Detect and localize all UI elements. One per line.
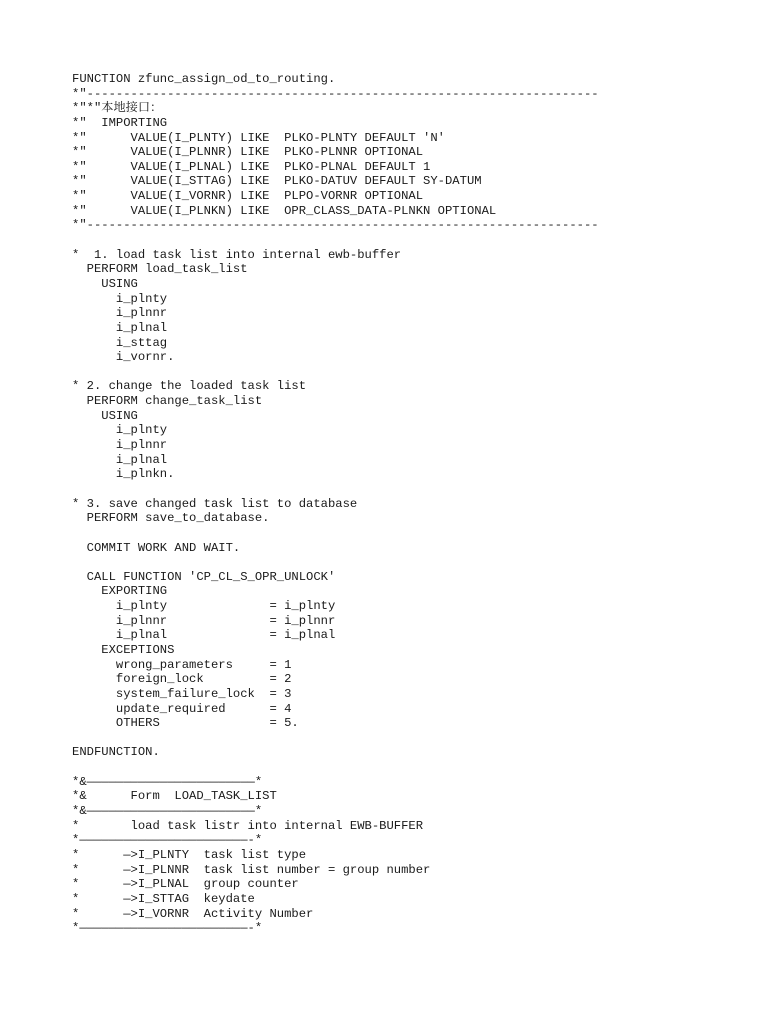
code-line: *" VALUE(I_PLNKN) LIKE OPR_CLASS_DATA-PLNKN OPTIONAL (72, 203, 497, 218)
code-line (72, 555, 732, 570)
code-line: OTHERS = 5. (72, 716, 299, 731)
code-line (72, 760, 732, 775)
code-line: * —>I_STTAG keydate (72, 891, 255, 906)
code-line: i_plnty (72, 423, 168, 438)
code-line: PERFORM change_task_list (72, 394, 263, 409)
code-line (72, 482, 732, 497)
code-line: *" VALUE(I_STTAG) LIKE PLKO-DATUV DEFAULT SY-DATUM (72, 174, 482, 189)
code-line: * 2. change the loaded task list (72, 379, 307, 394)
code-line: *"---------------------------------------------------------------------- (72, 86, 599, 101)
code-line: *&———————————————————————* (72, 774, 263, 789)
code-line: *" VALUE(I_PLNNR) LIKE PLKO-PLNNR OPTIONAL (72, 145, 424, 160)
code-line: i_vornr. (72, 350, 175, 365)
code-line: * —>I_PLNNR task list number = group number (72, 862, 431, 877)
code-line: *———————————————————————-* (72, 833, 263, 848)
code-line: EXPORTING (72, 584, 168, 599)
code-line: i_plnnr = i_plnnr (72, 613, 336, 628)
code-line: i_plnty = i_plnty (72, 599, 336, 614)
code-line: * —>I_VORNR Activity Number (72, 906, 314, 921)
code-line (72, 731, 732, 746)
code-line: USING (72, 276, 138, 291)
code-line: ENDFUNCTION. (72, 745, 160, 760)
code-line: COMMIT WORK AND WAIT. (72, 540, 241, 555)
code-line: update_required = 4 (72, 701, 292, 716)
code-line: *" VALUE(I_PLNAL) LIKE PLKO-PLNAL DEFAULT 1 (72, 159, 431, 174)
code-line: foreign_lock = 2 (72, 672, 292, 687)
code-line: i_plnty (72, 291, 168, 306)
code-line: i_sttag (72, 335, 168, 350)
code-line: * 1. load task list into internal ewb-buffer (72, 247, 402, 262)
code-line: wrong_parameters = 1 (72, 657, 292, 672)
code-line: *" VALUE(I_PLNTY) LIKE PLKO-PLNTY DEFAULT 'N' (72, 130, 445, 145)
code-line: * —>I_PLNAL group counter (72, 877, 299, 892)
code-line: *"*"本地接口： (72, 101, 163, 116)
code-line: PERFORM load_task_list (72, 262, 248, 277)
code-line (72, 233, 732, 248)
code-line: i_plnal (72, 452, 168, 467)
code-line: USING (72, 408, 138, 423)
code-line: * —>I_PLNTY task list type (72, 847, 307, 862)
code-line: *" IMPORTING (72, 115, 168, 130)
code-line: * 3. save changed task list to database (72, 496, 358, 511)
code-line: i_plnal = i_plnal (72, 628, 336, 643)
code-line: CALL FUNCTION 'CP_CL_S_OPR_UNLOCK' (72, 569, 336, 584)
code-line: system_failure_lock = 3 (72, 686, 292, 701)
code-line: *&———————————————————————* (72, 804, 263, 819)
code-line: i_plnnr (72, 438, 168, 453)
code-line: *" VALUE(I_VORNR) LIKE PLPO-VORNR OPTIONAL (72, 189, 424, 204)
abap-source-code (72, 72, 732, 936)
code-line: i_plnnr (72, 306, 168, 321)
code-line (72, 526, 732, 541)
code-line: FUNCTION zfunc_assign_od_to_routing. (72, 72, 336, 86)
code-line: *"---------------------------------------------------------------------- (72, 218, 599, 233)
code-line: *& Form LOAD_TASK_LIST (72, 789, 277, 804)
code-line (72, 365, 732, 380)
code-line: * load task listr into internal EWB-BUFFER (72, 818, 424, 833)
code-line: i_plnkn. (72, 467, 175, 482)
code-line: *———————————————————————-* (72, 921, 263, 936)
code-line: PERFORM save_to_database. (72, 511, 270, 526)
code-line: i_plnal (72, 320, 168, 335)
code-line: EXCEPTIONS (72, 642, 175, 657)
